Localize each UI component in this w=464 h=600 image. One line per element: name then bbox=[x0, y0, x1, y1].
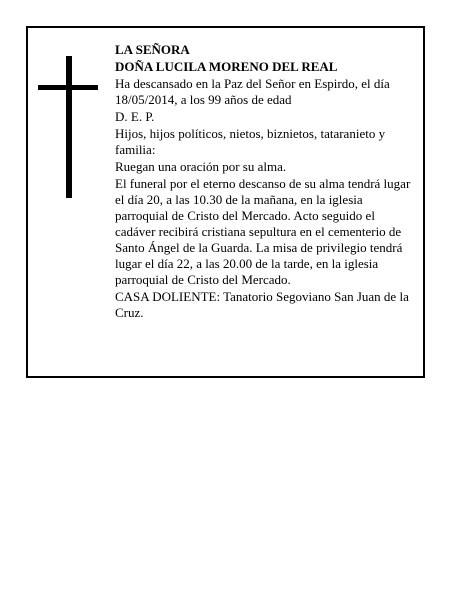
obituary-notice bbox=[26, 26, 425, 378]
cross-vertical-bar bbox=[66, 56, 72, 198]
family-line: Hijos, hijos políticos, nietos, biznietos, tataranieto y familia: bbox=[115, 126, 386, 157]
mourning-house: CASA DOLIENTE: Tanatorio Segoviano San Juan de la Cruz. bbox=[115, 289, 409, 320]
deceased-name: DOÑA LUCILA MORENO DEL REAL bbox=[115, 59, 338, 74]
cross-horizontal-bar bbox=[38, 85, 98, 90]
death-notice: Ha descansado en la Paz del Señor en Espirdo, el día 18/05/2014, a los 99 años de edad bbox=[115, 76, 390, 107]
dep-line: D. E. P. bbox=[115, 109, 155, 124]
obituary-title: LA SEÑORA bbox=[115, 42, 190, 57]
obituary-text bbox=[115, 42, 417, 322]
funeral-details: El funeral por el eterno descanso de su alma tendrá lugar el día 20, a las 10.30 de la mañana, en la iglesia parroquial de Cristo del Mercado. Acto seguido el cadáver recibirá cristiana sepultura en el cementerio de Santo Ángel de la Guarda. La misa de privilegio tendrá lugar el día 22, a las 20.00 de la tarde, en la iglesia parroquial de Cristo del Mercado. bbox=[115, 176, 411, 287]
prayer-line: Ruegan una oración por su alma. bbox=[115, 159, 287, 174]
